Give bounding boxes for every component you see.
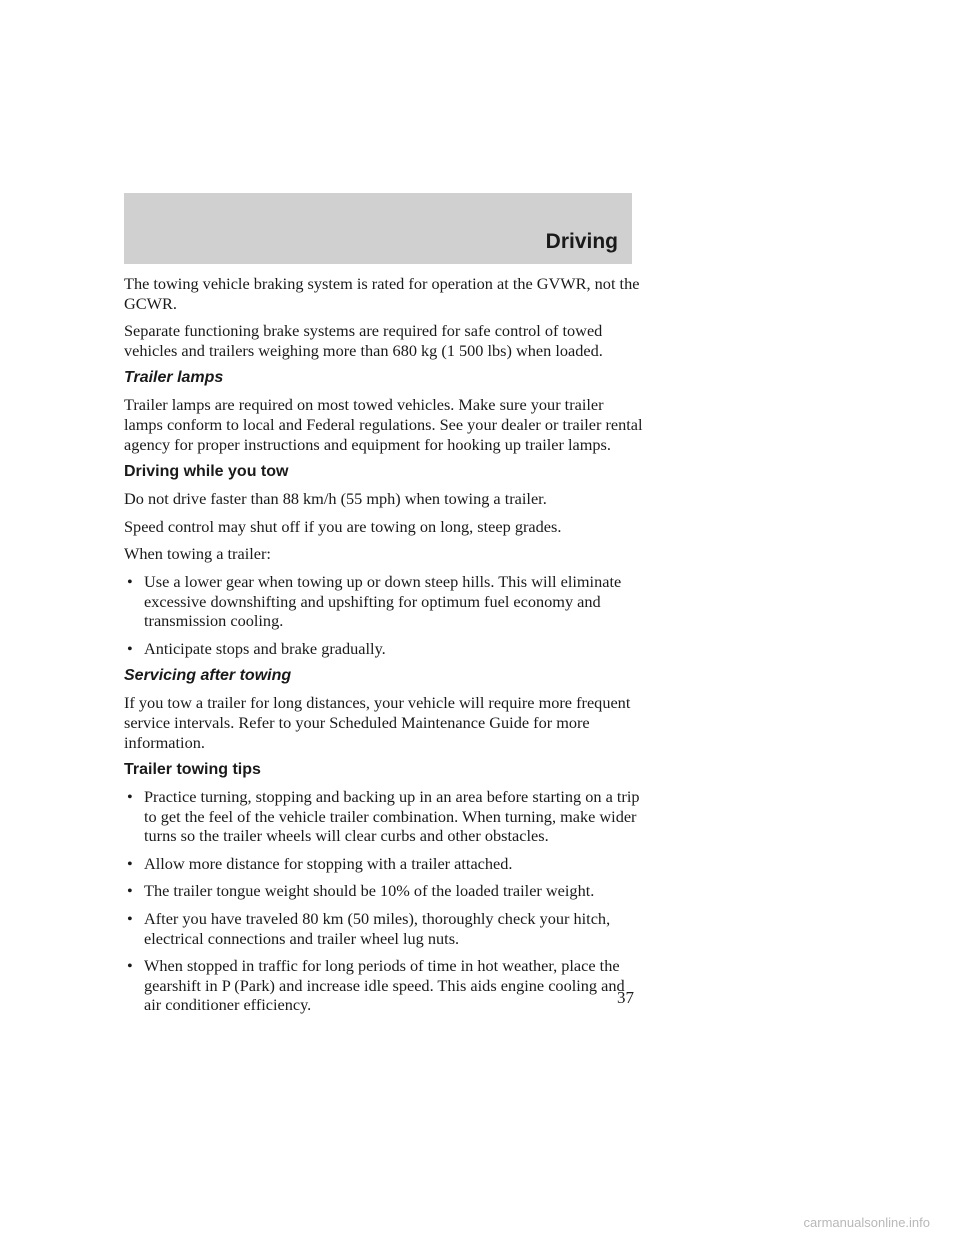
driving-bullet-list [124, 572, 644, 658]
list-item [124, 909, 644, 948]
list-item-text: When stopped in traffic for long periods of time in hot weather, place the gearshift in P (Park) and increase idle speed. This aids engine cooling and air conditioner efficiency. [144, 956, 625, 1015]
bullet-icon: • [127, 956, 133, 976]
list-item [124, 787, 644, 846]
list-item [124, 881, 644, 901]
intro-paragraph: The towing vehicle braking system is rated for operation at the GVWR, not the GCWR. [124, 274, 640, 313]
page-content [124, 274, 644, 1023]
towing-tips-heading: Trailer towing tips [124, 761, 261, 779]
list-item-text: Practice turning, stopping and backing up in an area before starting on a trip to get the feel of the vehicle trailer combination. When turning, make wider turns so the trailer wheels will clear curbs and other obstacles. [144, 787, 640, 846]
list-item-text: Allow more distance for stopping with a trailer attached. [144, 853, 513, 873]
list-item-text: Anticipate stops and brake gradually. [144, 638, 386, 658]
list-item [124, 854, 644, 874]
list-item-text: After you have traveled 80 km (50 miles), thoroughly check your hitch, electrical connections and trailer wheel lug nuts. [144, 909, 611, 948]
intro-paragraph: Separate functioning brake systems are required for safe control of towed vehicles and trailers weighing more than 680 kg (1 500 lbs) when loaded. [124, 321, 603, 360]
list-item-text: The trailer tongue weight should be 10% of the loaded trailer weight. [144, 881, 595, 901]
bullet-icon: • [127, 909, 133, 929]
towing-tips-list [124, 787, 644, 1015]
bullet-icon: • [127, 787, 133, 807]
bullet-icon: • [127, 881, 133, 901]
list-item [124, 572, 644, 631]
driving-while-tow-heading: Driving while you tow [124, 463, 289, 481]
list-item-text: Use a lower gear when towing up or down steep hills. This will eliminate excessive downshifting and upshifting for optimum fuel economy and transmission cooling. [144, 571, 622, 631]
driving-paragraph: When towing a trailer: [124, 544, 271, 564]
section-header-band [124, 193, 632, 264]
bullet-icon: • [127, 638, 133, 658]
section-title: Driving [545, 230, 618, 253]
driving-paragraph: Do not drive faster than 88 km/h (55 mph) when towing a trailer. [124, 489, 547, 509]
page-number: 37 [617, 988, 634, 1007]
trailer-lamps-text: Trailer lamps are required on most towed vehicles. Make sure your trailer lamps conform to local and Federal regulations. See your dealer or trailer rental agency for proper instructions and equipment for hooking up trailer lamps. [124, 395, 643, 454]
list-item [124, 639, 644, 659]
bullet-icon: • [127, 571, 133, 591]
servicing-heading: Servicing after towing [124, 667, 292, 685]
driving-paragraph: Speed control may shut off if you are towing on long, steep grades. [124, 516, 562, 536]
list-item [124, 956, 644, 1015]
servicing-text: If you tow a trailer for long distances, your vehicle will require more frequent service intervals. Refer to your Scheduled Maintenance Guide for more information. [124, 693, 631, 752]
trailer-lamps-heading: Trailer lamps [124, 369, 224, 387]
bullet-icon: • [127, 853, 133, 873]
watermark: carmanualsonline.info [803, 1215, 930, 1230]
